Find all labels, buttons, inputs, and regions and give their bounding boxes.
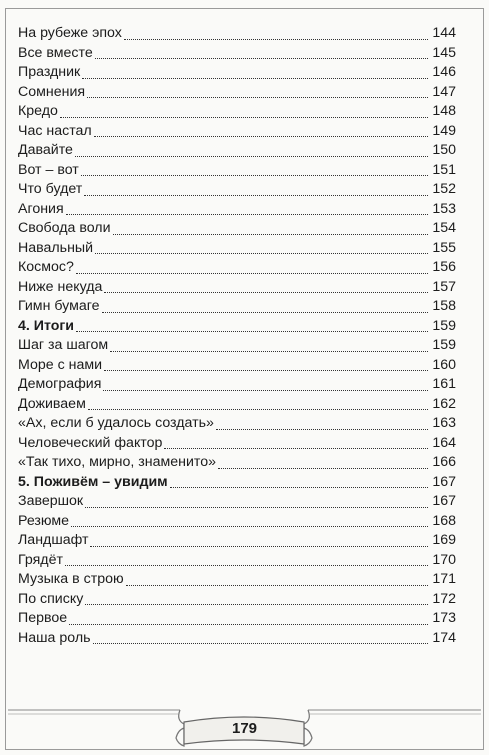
dot-leader bbox=[87, 96, 428, 98]
toc-entry bbox=[18, 161, 456, 181]
dot-leader bbox=[75, 155, 428, 157]
toc-entry bbox=[18, 629, 456, 649]
toc-entry-page: 171 bbox=[432, 571, 456, 587]
toc-entry-title: Демография bbox=[18, 376, 102, 392]
toc-entry bbox=[18, 395, 456, 415]
toc-entry-page: 148 bbox=[432, 103, 456, 119]
toc-entry bbox=[18, 180, 456, 200]
toc-entry bbox=[18, 219, 456, 239]
dot-leader bbox=[126, 584, 428, 586]
toc-entry-page: 155 bbox=[432, 239, 456, 256]
toc-entry bbox=[18, 551, 456, 571]
dot-leader bbox=[76, 272, 428, 274]
dot-leader bbox=[164, 447, 428, 449]
toc-entry-title: Давайте bbox=[18, 142, 73, 158]
dot-leader bbox=[170, 486, 428, 488]
toc-entry-title: По списку bbox=[18, 590, 84, 607]
dot-leader bbox=[88, 408, 428, 410]
dot-leader bbox=[104, 291, 428, 293]
toc-entry bbox=[18, 570, 456, 590]
toc-entry-title: Доживаем bbox=[18, 395, 86, 412]
toc-entry-title: Резюме bbox=[18, 512, 70, 529]
dot-leader bbox=[102, 311, 429, 313]
toc-entry bbox=[18, 531, 456, 551]
toc-entry bbox=[18, 414, 456, 434]
toc-entry-page: 150 bbox=[432, 142, 456, 158]
toc-entry-title: Свобода воли bbox=[18, 220, 111, 236]
dot-leader bbox=[95, 252, 428, 254]
toc-entry-page: 169 bbox=[432, 532, 456, 548]
toc-entry-title: Час настал bbox=[18, 122, 92, 139]
dot-leader bbox=[124, 38, 428, 40]
toc-entry-title: На рубеже эпох bbox=[18, 25, 122, 41]
dot-leader bbox=[218, 467, 428, 469]
page-number: 179 bbox=[231, 720, 258, 737]
table-of-contents bbox=[18, 24, 456, 648]
toc-entry-page: 154 bbox=[432, 220, 456, 236]
dot-leader bbox=[94, 135, 428, 137]
toc-section-heading bbox=[18, 317, 456, 337]
toc-entry-title: Наша роль bbox=[18, 629, 91, 646]
toc-entry bbox=[18, 609, 456, 629]
toc-entry-page: 156 bbox=[432, 259, 456, 275]
toc-entry-page: 152 bbox=[432, 181, 456, 197]
toc-entry-title: Человеческий фактор bbox=[18, 434, 163, 451]
toc-entry-page: 145 bbox=[432, 44, 456, 61]
dot-leader bbox=[66, 213, 428, 215]
toc-entry-title: Сомнения bbox=[18, 83, 86, 100]
toc-entry-title: Шаг за шагом bbox=[18, 337, 109, 353]
toc-entry-page: 144 bbox=[432, 25, 456, 41]
toc-entry-page: 172 bbox=[432, 590, 456, 607]
dot-leader bbox=[76, 330, 428, 332]
toc-entry bbox=[18, 492, 456, 512]
toc-entry-title: Космос? bbox=[18, 259, 74, 275]
dot-leader bbox=[113, 233, 429, 235]
toc-entry-title: Первое bbox=[18, 610, 68, 626]
dot-leader bbox=[216, 428, 428, 430]
toc-entry bbox=[18, 102, 456, 122]
dot-leader bbox=[110, 350, 428, 352]
dot-leader bbox=[84, 194, 428, 196]
toc-entry bbox=[18, 200, 456, 220]
toc-entry-page: 158 bbox=[432, 298, 456, 314]
page-footer bbox=[0, 700, 489, 755]
toc-entry bbox=[18, 512, 456, 532]
toc-entry bbox=[18, 24, 456, 44]
toc-entry-title: Что будет bbox=[18, 181, 83, 197]
toc-entry-page: 166 bbox=[432, 454, 456, 470]
toc-entry-page: 157 bbox=[432, 278, 456, 295]
toc-entry-page: 146 bbox=[432, 64, 456, 80]
toc-entry-page: 162 bbox=[432, 395, 456, 412]
toc-entry-title: Ниже некуда bbox=[18, 278, 103, 295]
toc-entry-title: «Ах, если б удалось создать» bbox=[18, 415, 214, 431]
toc-entry-page: 164 bbox=[432, 434, 456, 451]
toc-entry bbox=[18, 375, 456, 395]
toc-entry-page: 161 bbox=[432, 376, 456, 392]
dot-leader bbox=[60, 116, 428, 118]
dot-leader bbox=[90, 545, 428, 547]
toc-entry bbox=[18, 434, 456, 454]
toc-entry-page: 159 bbox=[432, 317, 456, 334]
toc-entry-page: 170 bbox=[432, 551, 456, 568]
toc-entry-title: Навальный bbox=[18, 239, 94, 256]
dot-leader bbox=[71, 525, 428, 527]
toc-entry bbox=[18, 44, 456, 64]
toc-entry-title: 5. Поживём – увидим bbox=[18, 473, 168, 490]
toc-entry bbox=[18, 590, 456, 610]
toc-entry-page: 149 bbox=[432, 122, 456, 139]
toc-entry bbox=[18, 239, 456, 259]
toc-entry-page: 151 bbox=[432, 161, 456, 178]
dot-leader bbox=[65, 564, 428, 566]
toc-entry-page: 168 bbox=[432, 512, 456, 529]
dot-leader bbox=[93, 642, 429, 644]
toc-entry-title: Музыка в строю bbox=[18, 571, 124, 587]
toc-section-heading bbox=[18, 473, 456, 493]
toc-entry-page: 163 bbox=[432, 415, 456, 431]
toc-entry-page: 174 bbox=[432, 629, 456, 646]
toc-entry-page: 159 bbox=[432, 337, 456, 353]
dot-leader bbox=[69, 623, 428, 625]
toc-entry-page: 147 bbox=[432, 83, 456, 100]
dot-leader bbox=[85, 603, 428, 605]
toc-entry-page: 167 bbox=[432, 493, 456, 509]
toc-entry-title: Грядёт bbox=[18, 551, 63, 568]
toc-entry bbox=[18, 336, 456, 356]
toc-entry-page: 173 bbox=[432, 610, 456, 626]
toc-entry-title: Вот – вот bbox=[18, 161, 79, 178]
toc-entry bbox=[18, 122, 456, 142]
toc-entry bbox=[18, 356, 456, 376]
toc-entry bbox=[18, 141, 456, 161]
toc-entry bbox=[18, 63, 456, 83]
dot-leader bbox=[82, 77, 428, 79]
toc-entry-page: 160 bbox=[432, 356, 456, 373]
dot-leader bbox=[104, 369, 428, 371]
toc-entry-title: Завершок bbox=[18, 493, 84, 509]
toc-entry-title: 4. Итоги bbox=[18, 317, 75, 334]
toc-entry bbox=[18, 297, 456, 317]
dot-leader bbox=[81, 174, 428, 176]
toc-entry-title: «Так тихо, мирно, знаменито» bbox=[18, 454, 217, 470]
toc-entry-title: Праздник bbox=[18, 64, 81, 80]
toc-entry bbox=[18, 258, 456, 278]
toc-entry-title: Кредо bbox=[18, 103, 58, 119]
toc-entry-title: Агония bbox=[18, 200, 64, 217]
dot-leader bbox=[103, 389, 428, 391]
toc-entry-title: Ландшафт bbox=[18, 532, 89, 548]
toc-entry-title: Все вместе bbox=[18, 44, 93, 61]
toc-entry-title: Гимн бумаге bbox=[18, 298, 100, 314]
toc-entry-page: 153 bbox=[432, 200, 456, 217]
dot-leader bbox=[85, 506, 428, 508]
toc-entry-page: 167 bbox=[432, 473, 456, 490]
dot-leader bbox=[95, 57, 428, 59]
toc-entry-title: Море с нами bbox=[18, 356, 103, 373]
toc-entry bbox=[18, 453, 456, 473]
toc-entry bbox=[18, 83, 456, 103]
toc-entry bbox=[18, 278, 456, 298]
